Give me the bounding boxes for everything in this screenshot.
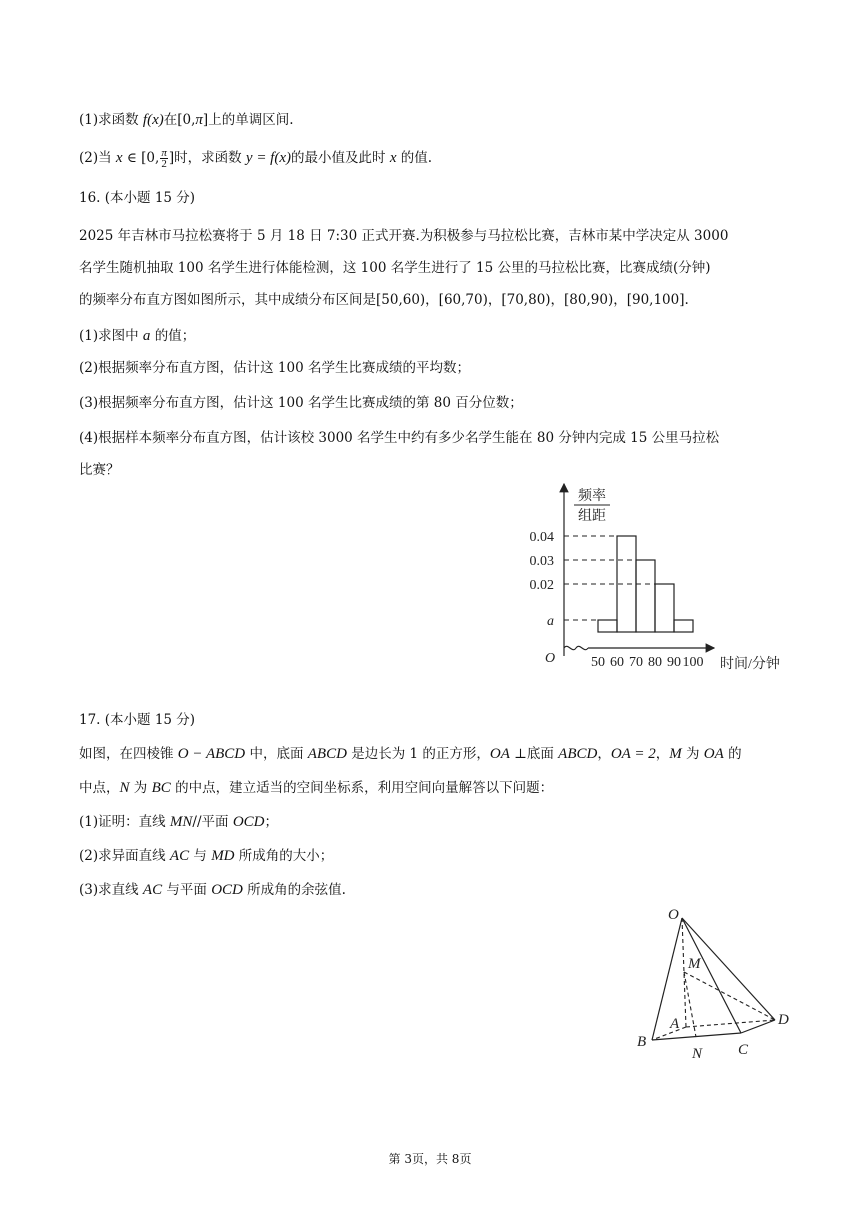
math-expression: OCD	[211, 882, 243, 898]
text-run: 是边长为 1 的正方形，	[346, 746, 490, 762]
point-N-label: N	[692, 1046, 703, 1062]
y-tick-label: 0.04	[529, 530, 554, 545]
text-run: 所成角的余弦值.	[242, 882, 346, 898]
text-run: (3)求直线	[79, 882, 143, 898]
vertex-C-label: C	[738, 1042, 749, 1058]
text-run: 的中点，建立适当的空间坐标系，利用空间向量解答以下问题：	[170, 780, 554, 796]
text-run: (1)证明：直线	[79, 814, 170, 830]
segment-MD	[684, 972, 775, 1020]
bar-[70,80)	[636, 560, 655, 632]
math-expression: BC	[151, 780, 171, 796]
x-tick-label: 70	[629, 655, 643, 670]
q15-part2: (2)当 x ∈ [0, $\frac{\pi}{2}$ ]时，求函数 y = f(x)的最小值及此时 x 的值.	[79, 147, 433, 170]
pi-over-2-fraction: $\frac{\pi}{2}$	[161, 147, 167, 170]
q17-stem-line1	[79, 744, 742, 764]
math-expression: OA	[703, 746, 724, 762]
math-expression: ABCD	[558, 746, 598, 762]
text-run: ，	[655, 746, 670, 762]
q16-stem-line1: 2025 年吉林市马拉松赛将于 5 月 18 日 7:30 正式开赛.为积极参与马拉松比赛，吉林市某中学决定从 3000	[79, 228, 729, 244]
text-run: 的	[723, 746, 742, 762]
ylabel-numerator: 频率	[578, 489, 606, 504]
q16-part1: (1)求图中 a 的值；	[79, 328, 196, 344]
x-tick-label: 60	[610, 655, 624, 670]
vertex-A-label: A	[670, 1016, 680, 1032]
q15-part1: (1)求函数 f(x)在[0,π]上的单调区间.	[79, 112, 294, 128]
q16-stem-line3: 的频率分布直方图如图所示，其中成绩分布区间是[50,60)，[60,70)，[70,80)，[80,90)，[90,100].	[79, 292, 689, 308]
x-tick-label: 100	[682, 655, 704, 670]
math-expression: M	[669, 746, 682, 762]
q16-part2: (2)根据频率分布直方图，估计这 100 名学生比赛成绩的平均数；	[79, 360, 470, 376]
math-expression: OA	[489, 746, 510, 762]
x-axis-label: 时间/分钟	[720, 657, 780, 672]
q16-heading: 16. (本小题 15 分)	[79, 190, 196, 206]
text-run: 为	[129, 780, 152, 796]
x-tick-label: 50	[591, 655, 605, 670]
math-expression: MN	[169, 814, 193, 830]
y-tick-label: 0.03	[529, 554, 554, 569]
q17-part2	[79, 846, 333, 866]
origin-label: O	[544, 651, 556, 666]
q16-part4: (4)根据样本频率分布直方图，估计该校 3000 名学生中约有多少名学生能在 80 分钟内完成 15 公里马拉松	[79, 430, 720, 446]
edge-CD	[741, 1020, 775, 1033]
page-footer: 第 3页，共 8页	[388, 1152, 472, 1166]
point-M-label: M	[688, 956, 701, 972]
vertex-O-label: O	[668, 907, 679, 923]
text-run: ⊥底面	[509, 746, 559, 762]
text-run: 中，底面	[245, 746, 308, 762]
x-tick-label: 90	[667, 655, 681, 670]
y-tick-label: a	[547, 614, 554, 629]
math-expression: AC	[142, 882, 163, 898]
pyramid-figure	[630, 900, 805, 1070]
q17-part3	[79, 880, 346, 900]
math-expression: O − ABCD	[177, 746, 246, 762]
ylabel-denominator: 组距	[578, 509, 606, 524]
text-run: 与平面	[162, 882, 212, 898]
bar-[90,100]	[674, 620, 693, 632]
text-run: ，	[597, 746, 611, 762]
text-run: 为	[681, 746, 704, 762]
vertex-D-label: D	[778, 1012, 789, 1028]
text-run: //平面	[192, 814, 233, 830]
vertex-B-label: B	[637, 1034, 647, 1050]
q16-part4-cont: 比赛？	[79, 462, 120, 478]
math-expression: MD	[211, 848, 235, 864]
y-tick-label: 0.02	[529, 578, 554, 593]
text-run: 中点，	[79, 780, 120, 796]
bar-[80,90)	[655, 584, 674, 632]
q17-part1	[79, 812, 278, 832]
frequency-histogram	[510, 480, 800, 680]
math-expression: N	[119, 780, 130, 796]
text-run: (2)求异面直线	[79, 848, 170, 864]
math-expression: AC	[169, 848, 190, 864]
math-expression: ABCD	[307, 746, 347, 762]
text-run: 如图，在四棱锥	[79, 746, 178, 762]
x-tick-label: 80	[648, 655, 662, 670]
q17-stem-line2	[79, 778, 553, 798]
edge-AD	[686, 1020, 775, 1027]
math-expression: OCD	[232, 814, 265, 830]
q17-heading: 17. (本小题 15 分)	[79, 712, 196, 728]
q16-stem-line2: 名学生随机抽取 100 名学生进行体能检测，这 100 名学生进行了 15 公里的马拉松比赛，比赛成绩(分钟)	[79, 260, 711, 276]
math-expression: OA = 2	[610, 746, 656, 762]
bar-[50,60)	[598, 620, 617, 632]
axis-break-icon	[564, 646, 588, 649]
text-run: ；	[264, 814, 278, 830]
text-run: 与	[189, 848, 212, 864]
q16-part3: (3)根据频率分布直方图，估计这 100 名学生比赛成绩的第 80 百分位数；	[79, 395, 523, 411]
text-run: 所成角的大小；	[234, 848, 334, 864]
edge-BC	[652, 1033, 741, 1040]
